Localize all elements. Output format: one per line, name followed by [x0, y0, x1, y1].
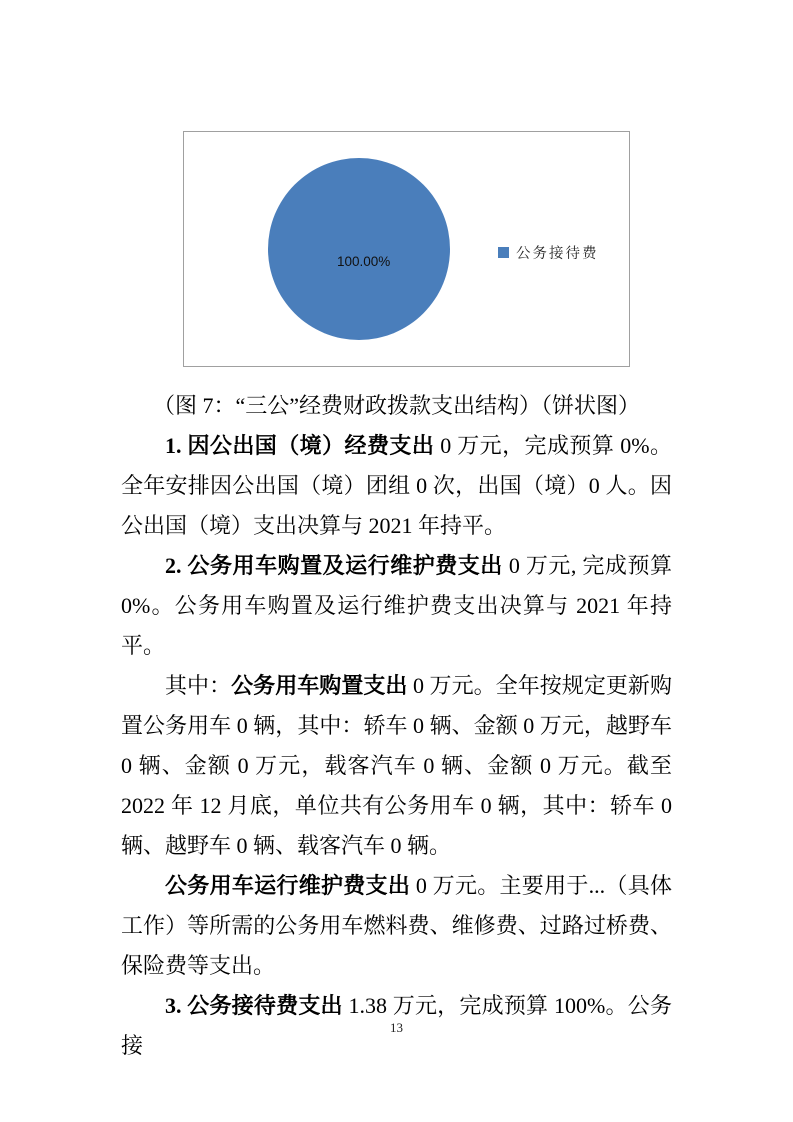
paragraph-vehicle-total: [121, 546, 672, 666]
paragraph-vehicle-purchase-rest: 0 万元。全年按规定更新购置公务用车 0 辆，其中：轿车 0 辆、金额 0 万元，越野车 0 辆、金额 0 万元，载客汽车 0 辆、金额 0 万元。截至 2022 年 12 月底，单位共有公务用车 0 辆，其中：轿车 0 辆、越野车 0 辆、载客汽车 0 辆。: [121, 673, 672, 858]
pie-value-label: 100.00%: [337, 254, 391, 269]
paragraph-vehicle-maintenance-rest: 0 万元。主要用于...（具体工作）等所需的公务用车燃料费、维修费、过路过桥费、保险费等支出。: [121, 873, 672, 978]
pie-slice-gongwujiedaifei: [268, 158, 450, 340]
body-text: [121, 386, 672, 1066]
paragraph-vehicle-total-rest: 0 万元, 完成预算 0%。公务用车购置及运行维护费支出决算与 2021 年持平。: [121, 553, 672, 658]
paragraph-abroad-expense-rest: 0 万元，完成预算 0%。全年安排因公出国（境）团组 0 次，出国（境）0 人。因公出国（境）支出决算与 2021 年持平。: [121, 433, 672, 538]
paragraph-vehicle-purchase-prefix: 其中：: [165, 673, 232, 698]
chart-legend: [498, 242, 599, 263]
figure-caption: （图 7：“三公”经费财政拨款支出结构）（饼状图）: [152, 393, 641, 418]
paragraph-reception-expense-rest: 1.38 万元，完成预算 100%。公务接: [121, 993, 672, 1058]
paragraph-vehicle-purchase-lead: 公务用车购置支出: [231, 673, 408, 698]
legend-label: 公务接待费: [516, 246, 599, 262]
page-number: 13: [390, 1020, 403, 1035]
pie-chart-frame: [183, 131, 630, 367]
paragraph-abroad-expense: [121, 426, 672, 546]
paragraph-vehicle-maintenance-lead: 公务用车运行维护费支出: [165, 873, 411, 898]
paragraph-reception-expense-lead: 3. 公务接待费支出: [165, 993, 343, 1018]
paragraph-vehicle-total-lead: 2. 公务用车购置及运行维护费支出: [165, 553, 503, 578]
paragraph-vehicle-maintenance: [121, 866, 672, 986]
paragraph-abroad-expense-lead: 1. 因公出国（境）经费支出: [165, 433, 435, 458]
legend-swatch-icon: [498, 247, 509, 258]
paragraph-vehicle-purchase: [121, 666, 672, 866]
